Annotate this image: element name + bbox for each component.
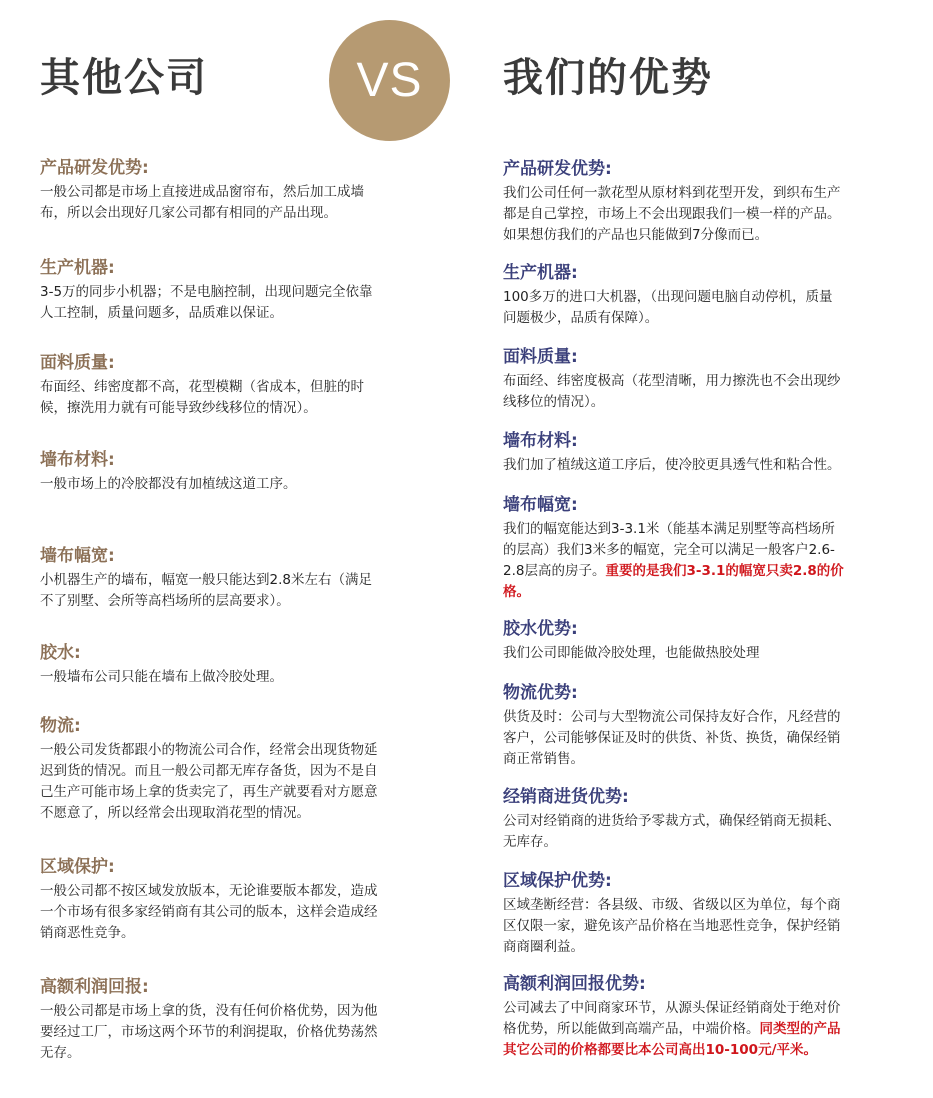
section-text: 我们公司任何一款花型从原材料到花型开发，到织布生产 都是自己掌控，市场上不会出现跟我们一模一样的产品。 如果想仿我们的产品也只能做到7分像而已。 (503, 185, 841, 243)
right-section-profit (503, 973, 898, 1061)
highlight-text: 格。 (503, 584, 530, 600)
section-title: 区域保护: (40, 857, 115, 877)
section-title: 物流优势: (503, 683, 578, 703)
vs-badge: VS (329, 20, 450, 141)
section-text: 小机器生产的墙布，幅宽一般只能达到2.8米左右（满足 不了别墅、会所等高档场所的层高要求）。 (40, 572, 372, 609)
left-section-fabric (40, 352, 440, 419)
left-heading: 其他公司 (40, 55, 208, 101)
right-section-rd (503, 158, 898, 246)
section-title: 生产机器: (40, 258, 115, 278)
section-title: 墙布材料: (40, 450, 115, 470)
section-title: 产品研发优势: (40, 158, 149, 178)
section-title: 经销商进货优势: (503, 787, 629, 807)
right-section-glue (503, 618, 898, 664)
section-text: 3-5万的同步小机器；不是电脑控制，出现问题完全依靠 人工控制，质量问题多，品质难以保证。 (40, 284, 373, 321)
right-section-region (503, 870, 898, 958)
section-title: 面料质量: (503, 347, 578, 367)
section-title: 高额利润回报优势: (503, 974, 646, 994)
right-section-material (503, 430, 898, 476)
highlight-text: 同类型的产品 (759, 1021, 841, 1037)
section-text: 一般市场上的冷胶都没有加植绒这道工序。 (40, 476, 297, 492)
section-title: 高额利润回报: (40, 977, 149, 997)
highlight-text: 其它公司的价格都要比本公司高出10-100元/平米。 (503, 1042, 817, 1058)
highlight-text: 重要的是我们3-3.1的幅宽只卖2.8的价 (605, 563, 844, 579)
left-section-material (40, 449, 440, 495)
left-section-rd (40, 157, 440, 224)
right-section-width (503, 494, 898, 603)
left-section-logistics (40, 715, 440, 824)
left-section-width (40, 545, 440, 612)
right-section-logistics (503, 682, 898, 770)
section-title: 面料质量: (40, 353, 115, 373)
left-section-glue (40, 642, 440, 688)
section-text: 我们加了植绒这道工序后，使冷胶更具透气性和粘合性。 (503, 457, 841, 473)
section-text: 一般公司都不按区域发放版本，无论谁要版本都发，造成 一个市场有很多家经销商有其公司的版本，这样会造成经 销商恶性竞争。 (40, 883, 378, 941)
section-title: 胶水优势: (503, 619, 578, 639)
section-text: 一般公司都是市场上直接进成品窗帘布，然后加工成墙 布，所以会出现好几家公司都有相同的产品出现。 (40, 184, 364, 221)
section-text: 布面经、纬密度都不高，花型模糊（省成本，但脏的时 候，擦洗用力就有可能导致纱线移位的情况）。 (40, 379, 364, 416)
section-text: 一般公司发货都跟小的物流公司合作，经常会出现货物延 迟到货的情况。而且一般公司都无库存备货，因为不是自 己生产可能市场上拿的货卖完了，再生产就要看对方愿意 不愿意了，所以经常会出现取消花型的情况。 (40, 742, 378, 821)
section-text: 100多万的进口大机器，（出现问题电脑自动停机，质量 问题极少，品质有保障）。 (503, 289, 833, 326)
section-text: 布面经、纬密度极高（花型清晰，用力擦洗也不会出现纱 线移位的情况）。 (503, 373, 841, 410)
section-text: 我们的幅宽能达到3-3.1米（能基本满足别墅等高档场所 的层高）我们3米多的幅宽，完全可以满足一般客户2.6- 2.8层高的房子。重要的是我们3-3.1的幅宽只卖2.8的价 格。 (503, 521, 844, 600)
section-title: 物流: (40, 716, 81, 736)
section-text: 区域垄断经营：各县级、市级、省级以区为单位，每个商 区仅限一家，避免该产品价格在当地恶性竞争，保护经销 商商圈利益。 (503, 897, 841, 955)
section-text: 我们公司即能做冷胶处理，也能做热胶处理 (503, 645, 760, 661)
section-text: 一般墙布公司只能在墙布上做冷胶处理。 (40, 669, 283, 685)
right-heading: 我们的优势 (503, 55, 713, 101)
section-text: 公司减去了中间商家环节，从源头保证经销商处于绝对价 格优势，所以能做到高端产品，中端价格。同类型的产品 其它公司的价格都要比本公司高出10-100元/平米。 (503, 1000, 841, 1058)
section-text: 一般公司都是市场上拿的货，没有任何价格优势，因为他 要经过工厂，市场这两个环节的利润提取，价格优势荡然 无存。 (40, 1003, 378, 1061)
left-section-machine (40, 257, 440, 324)
section-title: 墙布幅宽: (503, 495, 578, 515)
section-title: 墙布材料: (503, 431, 578, 451)
right-section-fabric (503, 346, 898, 413)
section-title: 墙布幅宽: (40, 546, 115, 566)
section-text: 供货及时：公司与大型物流公司保持友好合作，凡经营的 客户，公司能够保证及时的供货、补货、换货，确保经销 商正常销售。 (503, 709, 841, 767)
section-title: 区域保护优势: (503, 871, 612, 891)
left-section-region (40, 856, 440, 944)
section-title: 产品研发优势: (503, 159, 612, 179)
right-section-machine (503, 262, 898, 329)
section-title: 生产机器: (503, 263, 578, 283)
section-title: 胶水: (40, 643, 81, 663)
left-section-profit (40, 976, 440, 1064)
section-text: 公司对经销商的进货给予零裁方式，确保经销商无损耗、 无库存。 (503, 813, 841, 850)
right-section-dealer (503, 786, 898, 853)
